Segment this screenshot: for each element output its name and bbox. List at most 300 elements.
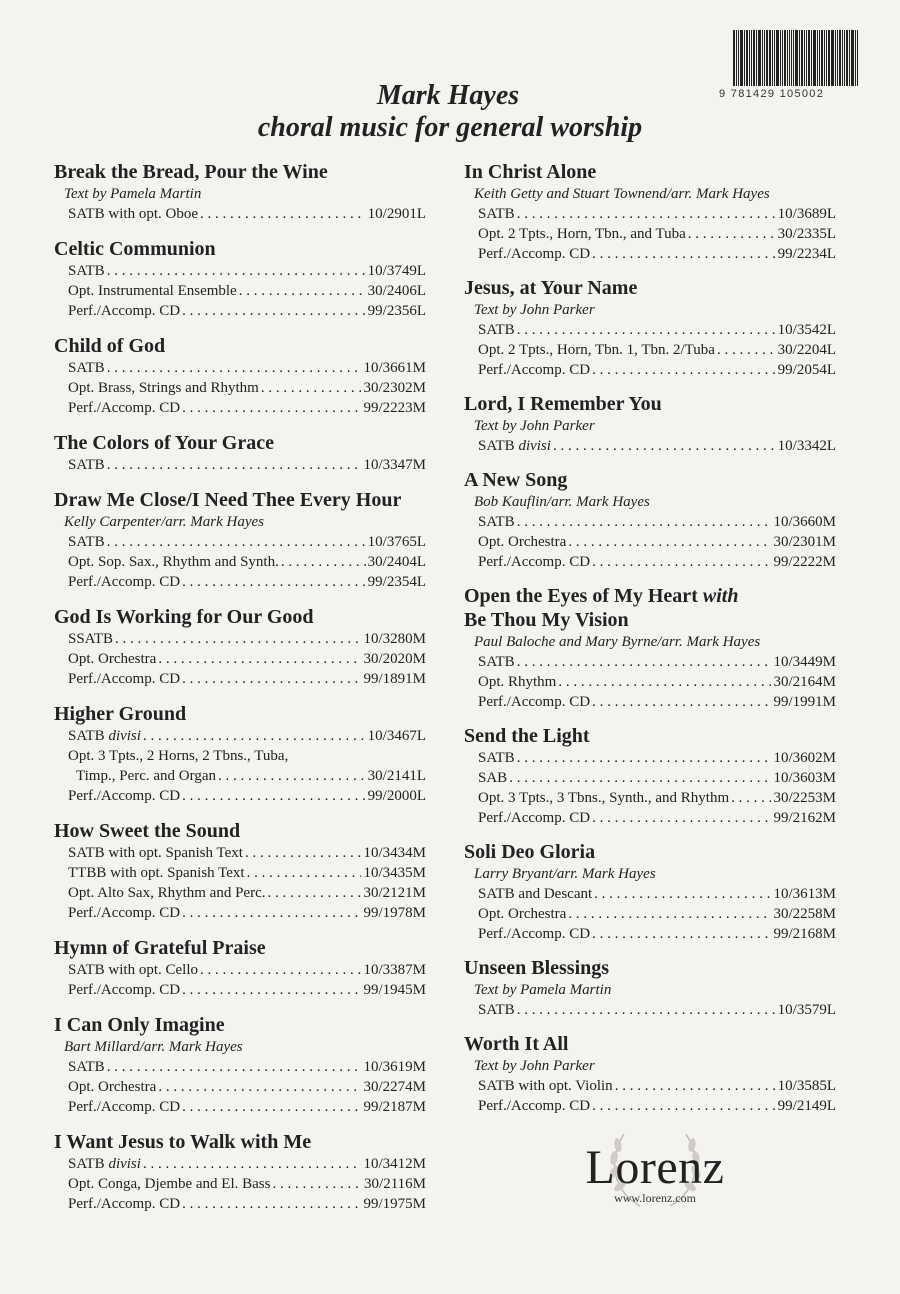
barcode-bar bbox=[740, 30, 743, 86]
entry-title-text: God Is Working for Our Good bbox=[54, 606, 314, 628]
entry-title-text: Celtic Communion bbox=[54, 238, 216, 260]
barcode-bar bbox=[766, 30, 768, 86]
entry-title-line2: Be Thou My Vision bbox=[464, 609, 629, 631]
entry-credit: Text by Pamela Martin bbox=[474, 982, 612, 998]
barcode-bar bbox=[804, 30, 805, 86]
barcode-bar bbox=[758, 30, 761, 86]
edition-label-text: Opt. Sop. Sax., Rhythm and Synth. bbox=[68, 554, 279, 570]
entry-title-text: Worth It All bbox=[464, 1033, 569, 1055]
edition-row bbox=[464, 360, 836, 380]
entry-title bbox=[54, 819, 426, 843]
entry-title-text: The Colors of Your Grace bbox=[54, 432, 274, 454]
entry-title bbox=[464, 724, 836, 748]
product-code: 10/3603M bbox=[773, 770, 836, 786]
product-code: 30/2302M bbox=[363, 380, 426, 396]
product-code: 10/3765L bbox=[367, 534, 426, 550]
edition-label bbox=[68, 669, 180, 689]
edition-label-text: Perf./Accomp. CD bbox=[68, 574, 181, 590]
edition-row bbox=[54, 1077, 426, 1097]
product-code: 99/2149L bbox=[777, 1098, 836, 1114]
edition-label bbox=[478, 532, 566, 552]
product-code: 10/3579L bbox=[777, 1002, 836, 1018]
barcode-bar bbox=[806, 30, 807, 86]
edition-row bbox=[54, 726, 426, 746]
edition-row bbox=[464, 204, 836, 224]
entry-title bbox=[464, 392, 836, 416]
barcode-bar bbox=[799, 30, 800, 86]
edition-label bbox=[68, 726, 141, 746]
edition-label-text: SATB with opt. Violin bbox=[478, 1078, 613, 1094]
barcode-bar bbox=[846, 30, 848, 86]
edition-label-text: Perf./Accomp. CD bbox=[478, 554, 591, 570]
dot-leader bbox=[592, 692, 771, 712]
barcode-bar bbox=[826, 30, 827, 86]
entry-title bbox=[464, 276, 836, 300]
edition-label bbox=[68, 532, 105, 552]
right-column bbox=[464, 160, 836, 1128]
catalog-entry bbox=[464, 468, 836, 572]
barcode-bar bbox=[780, 30, 781, 86]
edition-label bbox=[68, 455, 105, 475]
edition-label bbox=[68, 1097, 180, 1117]
edition-row bbox=[54, 572, 426, 592]
entry-credit: Keith Getty and Stuart Townend/arr. Mark Hayes bbox=[474, 186, 770, 202]
dot-leader bbox=[182, 1194, 361, 1214]
edition-row bbox=[54, 398, 426, 418]
edition-label bbox=[68, 301, 180, 321]
dot-leader bbox=[592, 924, 771, 944]
dot-leader bbox=[143, 726, 366, 746]
catalog-entry bbox=[54, 160, 426, 224]
product-code: 30/2204L bbox=[777, 342, 836, 358]
edition-label-text: Perf./Accomp. CD bbox=[478, 362, 591, 378]
barcode-bar bbox=[787, 30, 788, 86]
entry-credit: Text by John Parker bbox=[474, 418, 595, 434]
barcode-bar bbox=[746, 30, 748, 86]
edition-row bbox=[54, 1097, 426, 1117]
barcode-bar bbox=[808, 30, 810, 86]
catalog-entry bbox=[464, 724, 836, 828]
edition-label bbox=[68, 629, 113, 649]
dot-leader bbox=[247, 863, 362, 883]
edition-row bbox=[54, 863, 426, 883]
barcode-bar bbox=[753, 30, 755, 86]
product-code: 99/1991M bbox=[773, 694, 836, 710]
edition-label bbox=[68, 786, 180, 806]
barcode-bars bbox=[733, 30, 859, 86]
edition-label-text: Timp., Perc. and Organ bbox=[76, 768, 216, 784]
edition-row bbox=[464, 244, 836, 264]
product-code: 30/2274M bbox=[363, 1079, 426, 1095]
product-code: 30/2141L bbox=[367, 768, 426, 784]
edition-row bbox=[54, 301, 426, 321]
product-code: 99/2000L bbox=[367, 788, 426, 804]
edition-label bbox=[478, 436, 551, 456]
composer-name: Mark Hayes bbox=[376, 80, 520, 111]
product-code: 10/3434M bbox=[363, 845, 426, 861]
dot-leader bbox=[592, 808, 771, 828]
barcode-bar bbox=[824, 30, 825, 86]
edition-row bbox=[464, 904, 836, 924]
edition-label bbox=[478, 808, 590, 828]
edition-label bbox=[68, 649, 156, 669]
catalog-entry bbox=[54, 819, 426, 923]
entry-title bbox=[464, 160, 836, 184]
barcode-bar bbox=[749, 30, 750, 86]
product-code: 10/3412M bbox=[363, 1156, 426, 1172]
edition-label-text: Perf./Accomp. CD bbox=[68, 671, 181, 687]
edition-label-text: Perf./Accomp. CD bbox=[68, 1099, 181, 1115]
product-code: 30/2020M bbox=[363, 651, 426, 667]
edition-label bbox=[68, 1174, 270, 1194]
product-code: 99/2054L bbox=[777, 362, 836, 378]
edition-label bbox=[68, 552, 279, 572]
product-code: 10/3449M bbox=[773, 654, 836, 670]
product-code: 99/2223M bbox=[363, 400, 426, 416]
entry-title-text: Soli Deo Gloria bbox=[464, 841, 596, 863]
edition-label-text: Perf./Accomp. CD bbox=[68, 303, 181, 319]
dot-leader bbox=[553, 436, 776, 456]
dot-leader bbox=[517, 652, 772, 672]
edition-label bbox=[68, 358, 105, 378]
edition-label-text: SATB bbox=[478, 654, 515, 670]
edition-label-text: SATB with opt. Cello bbox=[68, 962, 199, 978]
product-code: 10/3613M bbox=[773, 886, 836, 902]
dot-leader bbox=[568, 532, 771, 552]
edition-label bbox=[68, 843, 243, 863]
edition-label-text: Perf./Accomp. CD bbox=[478, 810, 591, 826]
barcode-bar bbox=[769, 30, 771, 86]
edition-label bbox=[478, 552, 590, 572]
entry-title-text: In Christ Alone bbox=[464, 161, 597, 183]
dot-leader bbox=[517, 1000, 776, 1020]
barcode-bar bbox=[817, 30, 818, 86]
product-code: 30/2335L bbox=[777, 226, 836, 242]
edition-label bbox=[478, 788, 729, 808]
dot-leader bbox=[688, 224, 776, 244]
dot-leader bbox=[272, 1174, 362, 1194]
entry-title-text: Higher Ground bbox=[54, 703, 187, 725]
dot-leader bbox=[158, 649, 361, 669]
entry-title bbox=[54, 702, 426, 726]
barcode-bar bbox=[736, 30, 737, 86]
logo-wordmark: Lorenz bbox=[585, 1141, 725, 1194]
dot-leader bbox=[268, 883, 362, 903]
barcode-bar bbox=[762, 30, 763, 86]
edition-label-text: Perf./Accomp. CD bbox=[478, 926, 591, 942]
left-column bbox=[54, 160, 426, 1227]
edition-label bbox=[68, 960, 198, 980]
edition-label bbox=[478, 672, 556, 692]
edition-row bbox=[464, 884, 836, 904]
edition-label-text: SATB bbox=[68, 360, 105, 376]
product-code: 99/2162M bbox=[773, 810, 836, 826]
barcode-bar bbox=[772, 30, 773, 86]
catalog-entry bbox=[54, 1130, 426, 1214]
catalog-entry bbox=[464, 392, 836, 456]
edition-label bbox=[68, 1194, 180, 1214]
edition-label bbox=[478, 768, 507, 788]
entry-credit: Paul Baloche and Mary Byrne/arr. Mark Hayes bbox=[474, 634, 761, 650]
catalog-entry bbox=[54, 334, 426, 418]
dot-leader bbox=[182, 572, 366, 592]
edition-row bbox=[54, 766, 426, 786]
entry-credit: Text by John Parker bbox=[474, 1058, 595, 1074]
entry-title-text: Unseen Blessings bbox=[464, 957, 610, 979]
dot-leader bbox=[594, 884, 771, 904]
entry-title-text: How Sweet the Sound bbox=[54, 820, 241, 842]
edition-label-text: SATB with opt. Spanish Text bbox=[68, 845, 243, 861]
barcode-bar bbox=[821, 30, 823, 86]
product-code: 30/2116M bbox=[364, 1176, 426, 1192]
edition-row bbox=[464, 320, 836, 340]
product-code: 10/3602M bbox=[773, 750, 836, 766]
catalog-entry bbox=[54, 605, 426, 689]
edition-row bbox=[54, 378, 426, 398]
entry-title bbox=[54, 936, 426, 960]
edition-label-text: SATB bbox=[478, 206, 515, 222]
edition-label bbox=[478, 360, 590, 380]
edition-row bbox=[464, 224, 836, 244]
edition-row bbox=[54, 746, 426, 766]
edition-row bbox=[464, 652, 836, 672]
edition-label-text: SATB bbox=[68, 728, 105, 744]
edition-row bbox=[54, 261, 426, 281]
edition-label-text: SATB bbox=[478, 514, 515, 530]
dot-leader bbox=[107, 455, 362, 475]
dot-leader bbox=[218, 766, 366, 786]
catalog-entry bbox=[54, 936, 426, 1000]
barcode-bar bbox=[849, 30, 850, 86]
catalog-entry bbox=[464, 160, 836, 264]
dot-leader bbox=[115, 629, 361, 649]
edition-label-italic: divisi bbox=[108, 728, 141, 744]
barcode-bar bbox=[819, 30, 820, 86]
barcode-bar bbox=[782, 30, 783, 86]
product-code: 10/3542L bbox=[777, 322, 836, 338]
edition-label-italic: divisi bbox=[108, 1156, 141, 1172]
entry-title-text: Lord, I Remember You bbox=[464, 393, 662, 415]
dot-leader bbox=[568, 904, 771, 924]
dot-leader bbox=[182, 1097, 361, 1117]
dot-leader bbox=[182, 301, 366, 321]
edition-row bbox=[54, 960, 426, 980]
edition-row bbox=[54, 1194, 426, 1214]
product-code: 10/3435M bbox=[363, 865, 426, 881]
product-code: 30/2164M bbox=[773, 674, 836, 690]
edition-label bbox=[68, 281, 237, 301]
barcode-bar bbox=[764, 30, 765, 86]
edition-row bbox=[464, 552, 836, 572]
dot-leader bbox=[143, 1154, 362, 1174]
product-code: 99/1945M bbox=[363, 982, 426, 998]
dot-leader bbox=[261, 378, 362, 398]
edition-label-text: Opt. Instrumental Ensemble bbox=[68, 283, 237, 299]
edition-label-text: Perf./Accomp. CD bbox=[478, 246, 591, 262]
edition-row bbox=[54, 358, 426, 378]
entry-credit: Kelly Carpenter/arr. Mark Hayes bbox=[64, 514, 264, 530]
dot-leader bbox=[182, 786, 366, 806]
edition-label bbox=[68, 746, 288, 766]
edition-label-text: Opt. 3 Tpts., 3 Tbns., Synth., and Rhythm bbox=[478, 790, 730, 806]
barcode-bar bbox=[801, 30, 803, 86]
barcode-bar bbox=[813, 30, 816, 86]
edition-label bbox=[68, 204, 198, 224]
edition-label-text: Opt. Orchestra bbox=[68, 651, 157, 667]
edition-row bbox=[464, 1096, 836, 1116]
edition-label bbox=[68, 261, 105, 281]
barcode-bar bbox=[839, 30, 841, 86]
catalog-entry bbox=[54, 702, 426, 806]
dot-leader bbox=[717, 340, 776, 360]
edition-label bbox=[478, 512, 515, 532]
edition-row bbox=[464, 748, 836, 768]
catalog-entry bbox=[54, 431, 426, 475]
edition-row bbox=[54, 1174, 426, 1194]
edition-label-text: Perf./Accomp. CD bbox=[68, 400, 181, 416]
product-code: 10/3619M bbox=[363, 1059, 426, 1075]
edition-row bbox=[54, 532, 426, 552]
edition-label-text: Opt. Orchestra bbox=[478, 534, 567, 550]
edition-row bbox=[464, 788, 836, 808]
barcode-bar bbox=[837, 30, 838, 86]
product-code: 99/2356L bbox=[367, 303, 426, 319]
catalog-entry bbox=[464, 956, 836, 1020]
entry-credit: Larry Bryant/arr. Mark Hayes bbox=[474, 866, 656, 882]
barcode-bar bbox=[791, 30, 792, 86]
edition-label bbox=[478, 748, 515, 768]
dot-leader bbox=[245, 843, 362, 863]
edition-label bbox=[68, 980, 180, 1000]
dot-leader bbox=[517, 748, 772, 768]
entry-credit: Bob Kauflin/arr. Mark Hayes bbox=[474, 494, 650, 510]
product-code: 99/2234L bbox=[777, 246, 836, 262]
edition-label-italic: divisi bbox=[518, 438, 551, 454]
edition-label-text: Perf./Accomp. CD bbox=[68, 982, 181, 998]
barcode-bar bbox=[776, 30, 779, 86]
edition-label-text: Opt. Orchestra bbox=[478, 906, 567, 922]
barcode-bar bbox=[733, 30, 735, 86]
barcode-bar bbox=[793, 30, 794, 86]
barcode-bar bbox=[744, 30, 745, 86]
edition-label-text: Opt. Conga, Djembe and El. Bass bbox=[68, 1176, 271, 1192]
edition-row bbox=[54, 1154, 426, 1174]
product-code: 10/3585L bbox=[777, 1078, 836, 1094]
edition-label-text: SATB bbox=[478, 322, 515, 338]
product-code: 10/3347M bbox=[363, 457, 426, 473]
edition-label bbox=[478, 924, 590, 944]
edition-row bbox=[54, 883, 426, 903]
edition-label-text: Opt. 2 Tpts., Horn, Tbn., and Tuba bbox=[478, 226, 686, 242]
dot-leader bbox=[182, 669, 361, 689]
product-code: 10/3660M bbox=[773, 514, 836, 530]
edition-label-text: Perf./Accomp. CD bbox=[478, 1098, 591, 1114]
edition-label bbox=[68, 398, 180, 418]
edition-row bbox=[54, 980, 426, 1000]
entry-title-text: Jesus, at Your Name bbox=[464, 277, 638, 299]
edition-label-text: SATB bbox=[68, 263, 105, 279]
edition-label bbox=[68, 1154, 141, 1174]
dot-leader bbox=[592, 360, 776, 380]
product-code: 10/2901L bbox=[367, 206, 426, 222]
barcode-bar bbox=[844, 30, 845, 86]
product-code: 10/3749L bbox=[367, 263, 426, 279]
dot-leader bbox=[592, 552, 771, 572]
catalog-entry bbox=[464, 1032, 836, 1116]
product-code: 10/3467L bbox=[367, 728, 426, 744]
entry-title bbox=[54, 431, 426, 455]
entry-title bbox=[464, 1032, 836, 1056]
edition-row bbox=[54, 1057, 426, 1077]
edition-label bbox=[68, 1057, 105, 1077]
edition-label bbox=[68, 378, 259, 398]
edition-label bbox=[68, 903, 180, 923]
edition-label-text: SATB with opt. Oboe bbox=[68, 206, 199, 222]
entry-title-text: Hymn of Grateful Praise bbox=[54, 937, 266, 959]
barcode-bar bbox=[751, 30, 752, 86]
dot-leader bbox=[200, 204, 366, 224]
edition-label-text: Perf./Accomp. CD bbox=[68, 1196, 181, 1212]
dot-leader bbox=[182, 903, 361, 923]
edition-label-text: Opt. 2 Tpts., Horn, Tbn. 1, Tbn. 2/Tuba bbox=[478, 342, 715, 358]
entry-title bbox=[54, 1130, 426, 1154]
barcode-bar bbox=[774, 30, 775, 86]
edition-row bbox=[54, 455, 426, 475]
edition-label bbox=[68, 883, 266, 903]
edition-row bbox=[464, 768, 836, 788]
edition-label-text: Perf./Accomp. CD bbox=[68, 905, 181, 921]
edition-row bbox=[54, 204, 426, 224]
edition-row bbox=[54, 843, 426, 863]
edition-row bbox=[54, 903, 426, 923]
catalog-subtitle: choral music for general worship bbox=[257, 112, 643, 143]
edition-label bbox=[478, 204, 515, 224]
product-code: 99/2222M bbox=[773, 554, 836, 570]
entry-title bbox=[54, 160, 426, 184]
dot-leader bbox=[592, 1096, 776, 1116]
entry-title bbox=[54, 1013, 426, 1037]
catalog-entry bbox=[54, 1013, 426, 1117]
dot-leader bbox=[107, 358, 362, 378]
edition-row bbox=[464, 436, 836, 456]
edition-row bbox=[54, 629, 426, 649]
dot-leader bbox=[517, 320, 776, 340]
lorenz-logo bbox=[570, 1120, 740, 1210]
product-code: 10/3387M bbox=[363, 962, 426, 978]
entry-title-text: I Can Only Imagine bbox=[54, 1014, 225, 1036]
edition-label bbox=[478, 692, 590, 712]
edition-label-text: Opt. Alto Sax, Rhythm and Perc. bbox=[68, 885, 266, 901]
edition-label bbox=[478, 884, 592, 904]
dot-leader bbox=[517, 512, 772, 532]
entry-credit: Text by Pamela Martin bbox=[64, 186, 202, 202]
entry-title bbox=[54, 488, 426, 512]
barcode-bar bbox=[828, 30, 830, 86]
dot-leader bbox=[107, 532, 366, 552]
barcode-bar bbox=[811, 30, 812, 86]
edition-row bbox=[464, 1076, 836, 1096]
product-code: 30/2301M bbox=[773, 534, 836, 550]
entry-title-text: Break the Bread, Pour the Wine bbox=[54, 161, 328, 183]
entry-title bbox=[464, 840, 836, 864]
dot-leader bbox=[158, 1077, 361, 1097]
entry-title bbox=[464, 584, 836, 608]
edition-label bbox=[478, 320, 515, 340]
product-code: 10/3661M bbox=[363, 360, 426, 376]
edition-label-text: Opt. Brass, Strings and Rhythm bbox=[68, 380, 259, 396]
dot-leader bbox=[107, 261, 366, 281]
product-code: 10/3280M bbox=[363, 631, 426, 647]
